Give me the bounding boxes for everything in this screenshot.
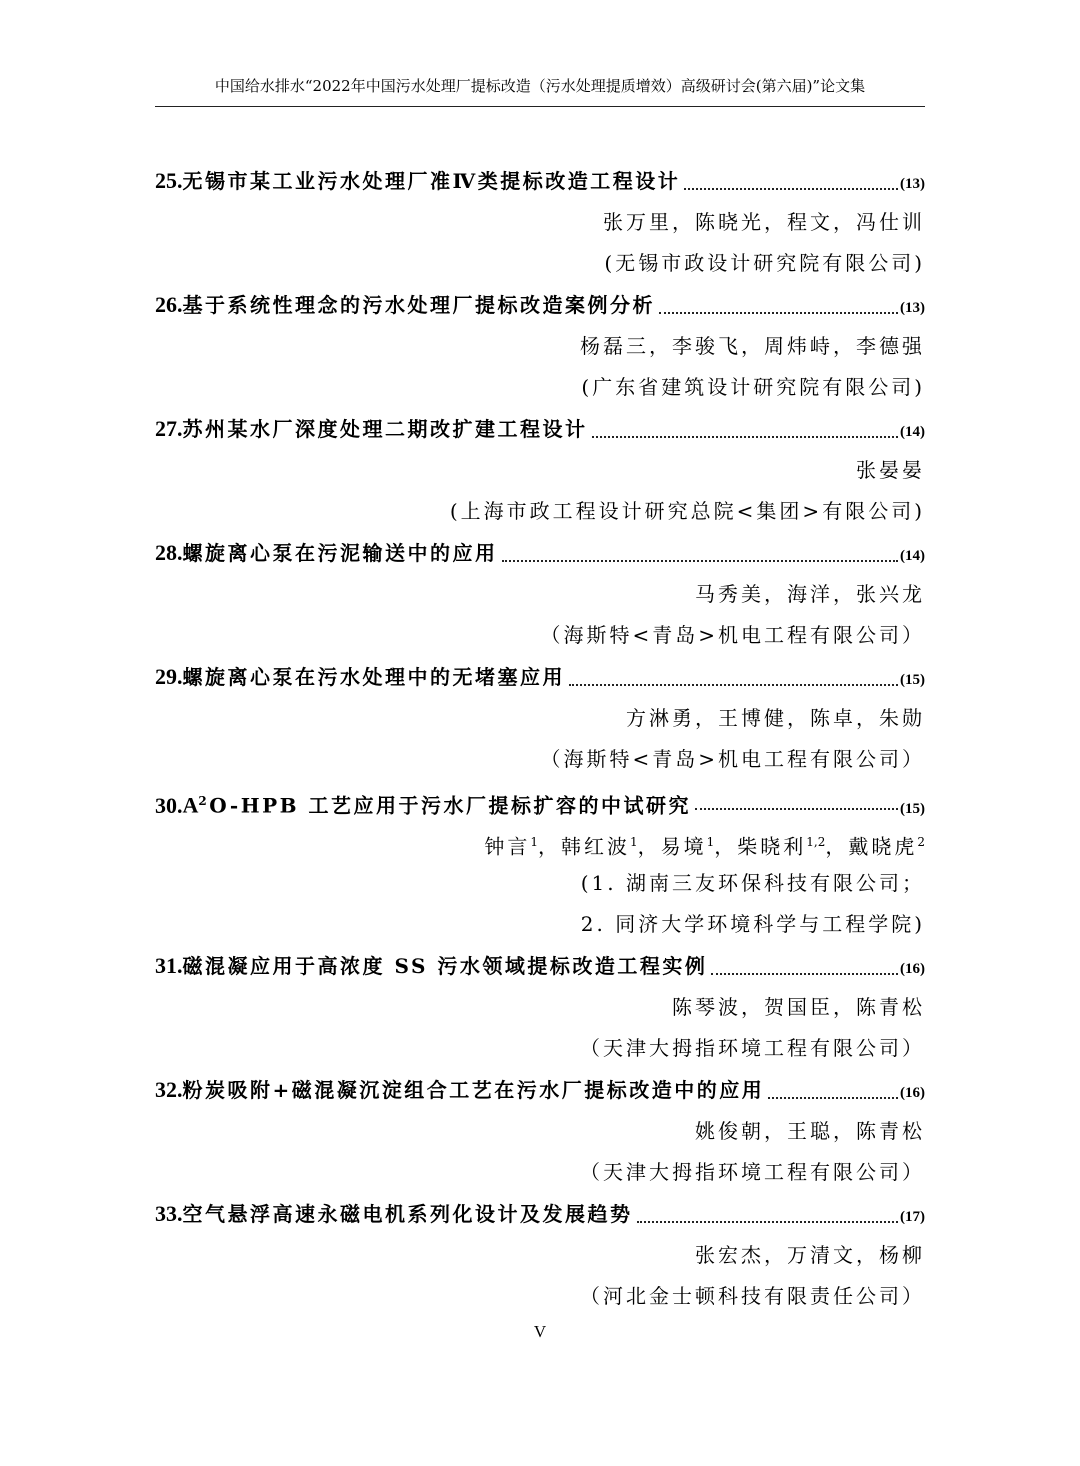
toc-entry-26 <box>155 284 925 408</box>
entry-authors: 马秀美，海洋，张兴龙 <box>695 582 925 606</box>
entry-page-number: (16) <box>900 1085 925 1101</box>
entry-title: 基于系统性理念的污水处理厂提标改造案例分析 <box>182 293 655 317</box>
toc-entry-title-row[interactable] <box>155 780 925 822</box>
entry-affiliation: （天津大拇指环境工程有限公司） <box>580 1036 925 1060</box>
entry-number: 25. <box>155 168 183 193</box>
author-name: 柴晓利 <box>737 834 807 859</box>
title-superscript: 2 <box>198 794 210 808</box>
toc-entry-25 <box>155 160 925 284</box>
entry-page-number: (13) <box>900 176 925 192</box>
entry-number: 27. <box>155 416 183 441</box>
entry-page-number: (13) <box>900 300 925 316</box>
author-affiliation-mark: 1 <box>629 835 638 849</box>
entry-page-number: (15) <box>900 800 925 817</box>
dot-leader <box>684 188 898 190</box>
toc-entry-title-row[interactable] <box>155 945 925 987</box>
entry-title: 粉炭吸附+磁混凝沉淀组合工艺在污水厂提标改造中的应用 <box>182 1078 765 1102</box>
author-affiliation-mark: 1 <box>706 835 715 849</box>
entry-affiliation: （海斯特<青岛>机电工程有限公司） <box>540 747 925 771</box>
entry-title: 无锡市某工业污水处理厂准Ⅳ类提标改造工程设计 <box>182 169 681 193</box>
entry-title: 螺旋离心泵在污水处理中的无堵塞应用 <box>182 665 565 689</box>
entry-affiliation: (广东省建筑设计研究院有限公司) <box>581 375 925 399</box>
entry-page-number: (16) <box>900 961 925 977</box>
author-name: 戴晓虎 <box>848 834 918 859</box>
author-affiliation-mark: 1 <box>530 835 538 849</box>
entry-authors: 陈琴波，贺国臣，陈青松 <box>672 995 925 1019</box>
dot-leader <box>695 808 898 810</box>
entry-number: 29. <box>155 664 183 689</box>
author-affiliation-mark: 2 <box>917 835 925 849</box>
author-separator: ， <box>825 834 849 859</box>
dot-leader <box>592 436 899 438</box>
entry-authors: 张万里，陈晓光，程文，冯仕训 <box>603 210 925 234</box>
toc-entry-28 <box>155 532 925 656</box>
toc-entry-title-row[interactable] <box>155 408 925 450</box>
toc-entry-27 <box>155 408 925 532</box>
entry-number: 30. <box>155 792 183 818</box>
dot-leader <box>502 560 899 562</box>
entry-number: 32. <box>155 1077 183 1102</box>
entry-title: 螺旋离心泵在污泥输送中的应用 <box>182 541 498 565</box>
author-separator: ， <box>537 834 561 859</box>
entry-affiliation: (1. 湖南三友环保科技有限公司； <box>580 871 925 895</box>
entry-page-number: (15) <box>900 672 925 688</box>
toc-entry-31 <box>155 945 925 1069</box>
toc-entry-32 <box>155 1069 925 1193</box>
entry-authors: 张宏杰，万清文，杨柳 <box>695 1243 925 1267</box>
dot-leader <box>569 684 898 686</box>
author-separator: ， <box>637 834 661 859</box>
entry-affiliation: 2. 同济大学环境科学与工程学院) <box>580 912 925 936</box>
toc-entry-title-row[interactable] <box>155 284 925 326</box>
entry-number: 33. <box>155 1201 183 1226</box>
toc-entry-title-row[interactable] <box>155 532 925 574</box>
author-separator: ， <box>714 834 738 859</box>
author-name: 韩红波 <box>560 834 630 859</box>
entry-page-number: (14) <box>900 548 925 564</box>
toc-entry-33 <box>155 1193 925 1317</box>
entry-number: 26. <box>155 292 183 317</box>
table-of-contents <box>155 160 925 1317</box>
page-header: 中国给水排水“2022年中国污水处理厂提标改造（污水处理提质增效）高级研讨会(第六届)”论文集 <box>155 72 925 107</box>
author-affiliation-mark: 1,2 <box>806 835 826 849</box>
entry-affiliation: （河北金士顿科技有限责任公司） <box>580 1284 925 1308</box>
entry-page-number: (14) <box>900 424 925 440</box>
toc-entry-title-row[interactable] <box>155 656 925 698</box>
entry-number: 28. <box>155 540 183 565</box>
page-number: V <box>533 1322 547 1341</box>
entry-authors <box>155 822 925 863</box>
title-part: O-HPB 工艺应用于污水厂提标扩容的中试研究 <box>209 793 692 818</box>
dot-leader <box>768 1097 898 1099</box>
entry-affiliation: (无锡市政设计研究院有限公司) <box>604 251 925 275</box>
entry-title: 苏州某水厂深度处理二期改扩建工程设计 <box>182 417 588 441</box>
dot-leader <box>637 1221 899 1223</box>
dot-leader <box>711 973 898 975</box>
entry-title <box>183 780 692 827</box>
author-name: 易境 <box>660 834 707 859</box>
author-name: 钟言 <box>484 834 531 859</box>
entry-title: 磁混凝应用于高浓度 SS 污水领域提标改造工程实例 <box>182 954 708 978</box>
entry-authors: 姚俊朝，王聪，陈青松 <box>695 1119 925 1143</box>
entry-affiliation: (上海市政工程设计研究总院<集团>有限公司) <box>449 499 925 523</box>
toc-entry-title-row[interactable] <box>155 1069 925 1111</box>
entry-authors: 张晏晏 <box>856 458 925 482</box>
toc-entry-title-row[interactable] <box>155 160 925 202</box>
entry-authors: 方淋勇，王博健，陈卓，朱勋 <box>626 706 925 730</box>
entry-authors: 杨磊三，李骏飞，周炜峙，李德强 <box>580 334 925 358</box>
entry-number: 31. <box>155 953 183 978</box>
entry-title: 空气悬浮高速永磁电机系列化设计及发展趋势 <box>182 1202 633 1226</box>
toc-entry-30 <box>155 780 925 945</box>
title-part: A <box>182 792 199 818</box>
entry-affiliation: （海斯特<青岛>机电工程有限公司） <box>540 623 925 647</box>
toc-entry-29 <box>155 656 925 780</box>
entry-affiliation: （天津大拇指环境工程有限公司） <box>580 1160 925 1184</box>
entry-page-number: (17) <box>900 1209 925 1225</box>
toc-entry-title-row[interactable] <box>155 1193 925 1235</box>
dot-leader <box>659 312 898 314</box>
